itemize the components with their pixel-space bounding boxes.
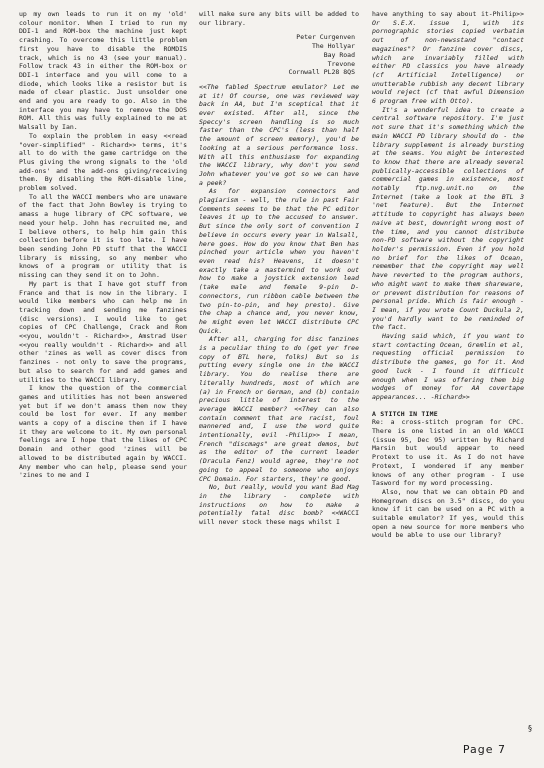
paragraph: I know the question of the commercial games and utilities has not been answered yet but if we don't amass them now they could be lost for ever. If any member wants a copy of a discine then if I have it they are welcome to it. My own personal feelings are I hope that the likes of CPC Domain and other good 'zines will be allowed to be distributed again by WACCI. Any member who can help, please send your 'zines to me and I: [19, 384, 187, 480]
paragraph: Re: a cross-stitch program for CPC. There is one listed in an old WACCI (issue 95, Dec 95) written by Richard Marsin but would appear to need Protext to use it. As I do not have Protext, I wondered if any member knows of any other program - I use Tasword for my word processing.: [372, 418, 524, 488]
address-line: Peter Curgenven: [296, 33, 355, 42]
editor-reply-paragraph: [199, 483, 359, 527]
reply-text: I mean, French "discmags" are great demos, but as the editor of the current leader (Dracula Fenz) would agree, they're not going to appeal to someone who enjoys CPC Domain. For starters, they're good.: [199, 431, 359, 483]
column-left: [19, 10, 187, 750]
page-number: Page 7: [462, 743, 506, 756]
editor-reply-paragraph: It's a wonderful idea to create a central software repository. I'm just not sure that it's something which the main WACCI PD library should do - the library supplement is already bursting at the seams. You might be interested to know that there are already several publically-accessible collections of commercial games in existence, most notably ftp.nvg.unit.no on the Internet (take a look at the BTL 3 'net feature). But the Internet attitude to copyright has always been naive at best, downright wrong most of the time, and you cannot distribute non-PD software without the copyright holder's permission. Even if you hold no brief for the likes of Ocean, remember that the copyright may well have reverted to the program authors, who might want to make them shareware, or prevent distribution for reasons of personal pride. Which is fair enough - I mean, if you wrote Count Duckula 2, you'd hardly want to be reminded of the fact.: [372, 105, 524, 332]
column-middle: [199, 10, 359, 750]
paragraph: To all the WACCI members who are unaware of the fact that John Bowley is trying to amass a huge library of CPC software, we need your help. John has recruited me, and I believe others, to help him gain this collection before it is too late. I have been sending John PD stuff that the WACCI library is missing, so any member who knows of a program or utility that is missing can they send it on to John.: [19, 192, 187, 280]
address-line: The Hollyar: [311, 42, 355, 51]
reply-text: No, but really, would you want Bad Mag in the library - complete with instructions on how to make a potentially fatal disc bomb?: [199, 483, 359, 518]
reply-text: have anything to say about it-Philip>>: [372, 10, 524, 18]
reply-text: After all, charging for disc fanzines is a peculiar thing to do (get yer free copy of BTL here, folks) But so is putting every single one in the WACCI library. You do realise there are literally hundreds, most of which are (a) in French or German, and (b) contain precious little of interest to the average WACCI member? <<They can also contain comment that are racist, foul mannered and, I use the word quite intentionally, evil -Philip>>: [199, 335, 359, 440]
paragraph: will make sure any bits will be added to our library.: [199, 10, 359, 27]
author-address: [199, 33, 355, 77]
address-line: Bay Road: [323, 50, 355, 59]
paragraph: up my own leads to run it on my 'old' colour monitor. When I tried to run my DDI-1 and ROM-box the machine just kept crashing. To overcome this little problem first you have to disable the ROMDIS track, which is no 43 (see your manual). Follow track 43 in either the ROM-box or DDI-1 interface and you will come to a diode, which looks like a resistor but is made of clear plastic. Just unsolder one end and you are ready to go. Also in the interface you may have to remove the DOS ROM. All this was fully explained to me at Walsall by Ian.: [19, 10, 187, 132]
editor-reply-paragraph: As for expansion connectors and plagiarism - well, the rule in past Fair Comments seems to be that the PC editor leaves it up to the accused to answer. But since the only sort of convention I believe in occurs every year in Walsall, here goes. How do you know that Ben has pinched your article when you haven't even read his? Heavens, it doesn't exactly take a mastermind to work out how to make a joystick extension lead (take male and female 9-pin D-connectors, run ribbon cable between the two pin-to-pin, and hey presto). Give the chap a chance and, you never know, he might even let WACCI distribute CPC Quick.: [199, 187, 359, 335]
reply-text: <<WACCI will never stock these mags whilst I: [199, 509, 359, 527]
editor-reply-paragraph: Having said which, if you want to start contacting Ocean, Gremlin et al, requesting official permission to distribute the games, go for it. And good luck - I found it difficult enough when I was offering them big wodges of money for AA covertape appearances... -Richard>>: [372, 332, 524, 401]
editor-reply-paragraph: [199, 335, 359, 483]
editor-reply-paragraph: [372, 10, 524, 106]
reply-text: Or S.E.X. issue 1, with its pornographic stories copied verbatim out of non-newsstand "contact magazines"? Or fanzine cover discs, which are invariably filled with either PD classics you have already (cf Artificial Intelligence) or unutterable rubbish any decent library would reject (cf that awful Dimension 6 program free with Otto).: [372, 18, 524, 106]
section-heading: A STITCH IN TIME: [372, 409, 438, 418]
paragraph: My part is that I have got stuff from France and that is now in the library. I would like members who can help me in tracking down and sending me fanzines (disc versions). I would like to get copies of CPC Challenge, Crack and Rom <<you, wouldn't - Richard>>, Amstrad User <<you really wouldn't - Richard>> and all other 'zines as well as cover discs from fanzines - not only to save the programs, but also to search for and add games and utilities to the WACCI library.: [19, 279, 187, 384]
address-line: Cornwall PL28 8QS: [288, 68, 355, 77]
paragraph: Also, now that we can obtain PD and Homegrown discs on 3.5" discs, do you know if it can be used on a PC with a suitable emulator? If yes, would this open a new source for more members who would be able to use our library?: [372, 487, 524, 540]
editor-reply-paragraph: <<The fabled Spectrum emulator? Let me at it! Of course, one was reviewed way back in AA, but I'm sceptical that it ever existed. After all, since the Speccy's screen handling is so much faster than the CPC's (less than half the amount of screen memory), you'd be looking at a serious performance loss. With all this enthusiasm for expanding the WACCI library, why don't you send John whatever you've got so we can have a peek?: [199, 82, 359, 187]
paragraph: To explain the problem in easy <<read "over-simplified" - Richard>> terms, it's all to do with the game cartridge on the Plus giving the wrong signals to the 'old add-ons' and the add-ons giving/receiving them. By disabling the ROM-disable line, problem solved.: [19, 131, 187, 193]
edge-mark: §: [528, 724, 532, 733]
column-right: [372, 10, 524, 750]
address-line: Trevone: [327, 59, 355, 68]
